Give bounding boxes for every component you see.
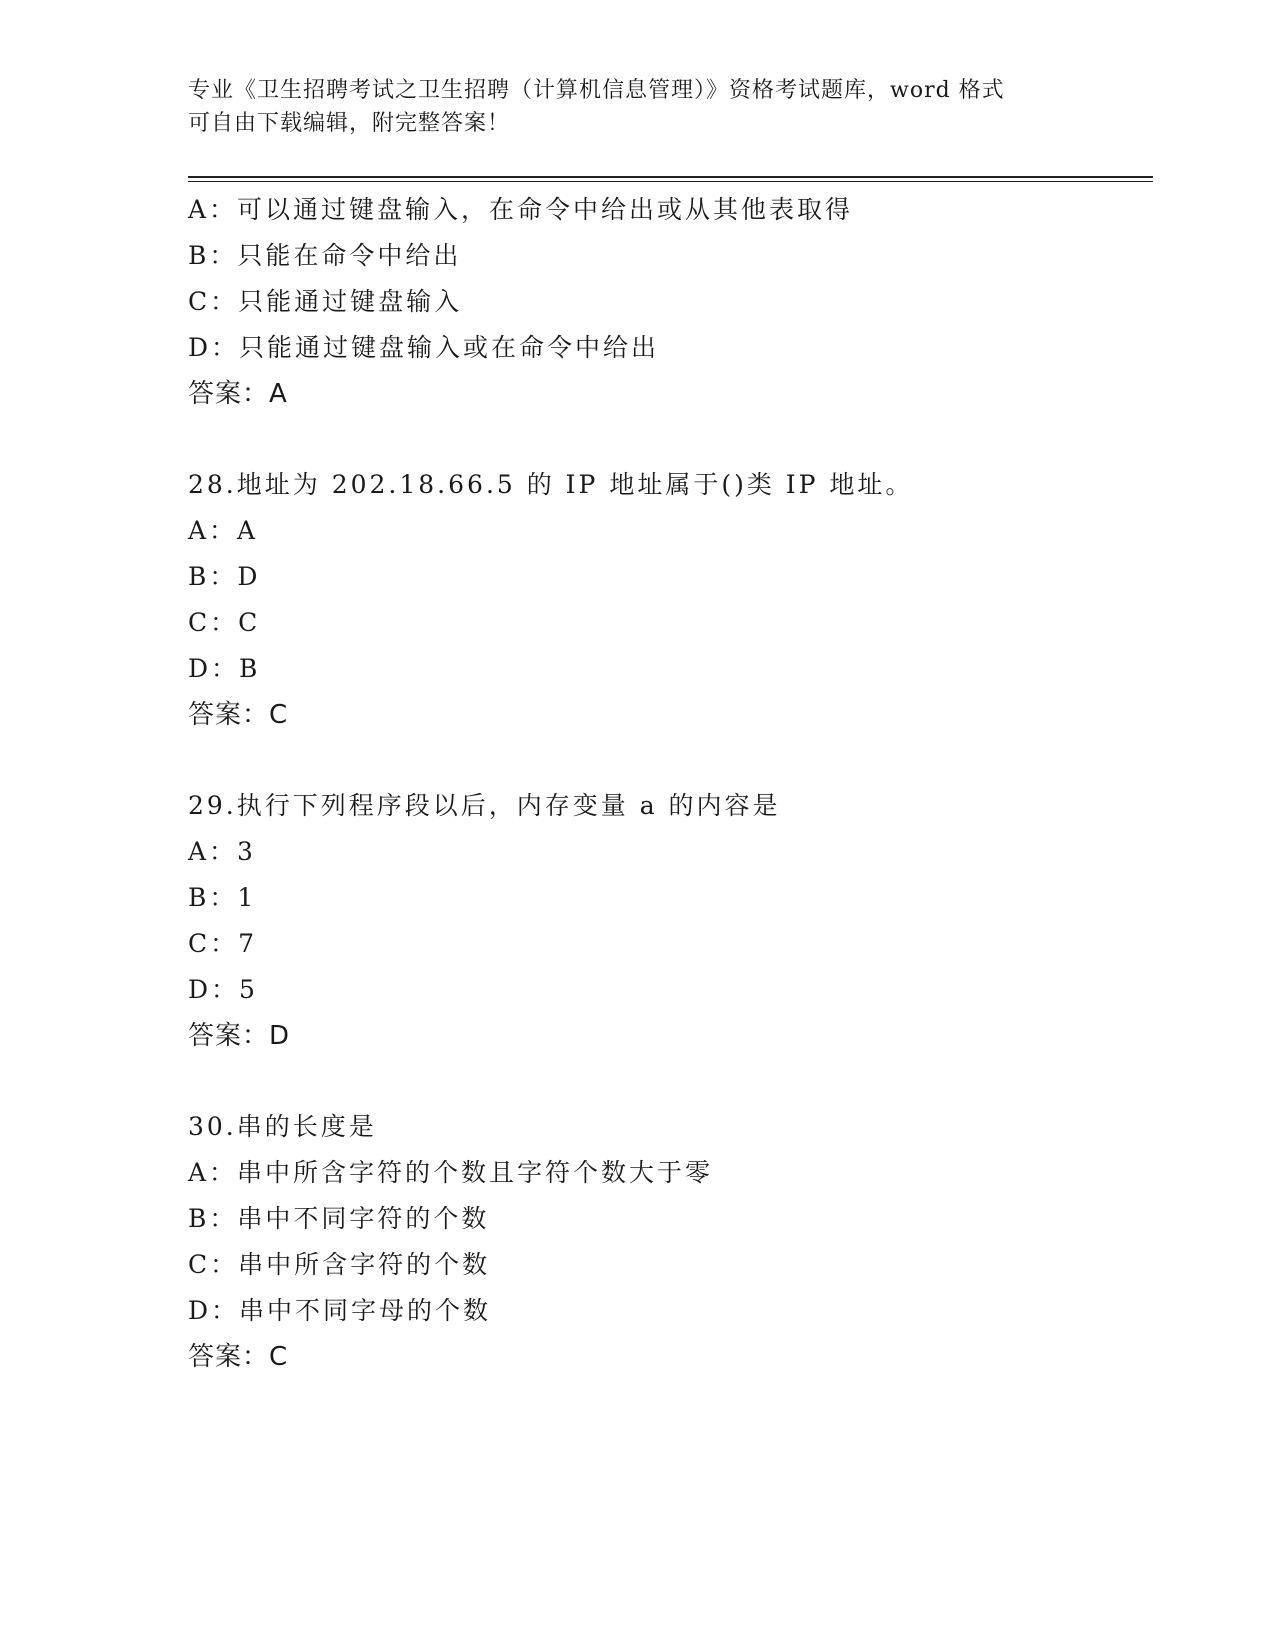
option-a: A：3 <box>188 837 256 866</box>
option-a: A：可以通过键盘输入，在命令中给出或从其他表取得 <box>188 195 854 224</box>
question-block-29 <box>188 783 1148 1059</box>
question-stem: 29.执行下列程序段以后，内存变量 a 的内容是 <box>188 791 781 820</box>
question-spacer <box>188 417 1148 462</box>
header-line-2: 可自由下载编辑，附完整答案！ <box>188 111 511 136</box>
question-stem: 28.地址为 202.18.66.5 的 IP 地址属于()类 IP 地址。 <box>188 470 914 499</box>
option-a: A：A <box>188 516 259 545</box>
option-d: D：串中不同字母的个数 <box>188 1296 492 1325</box>
answer-line: 答案：A <box>188 379 288 409</box>
option-d: D：只能通过键盘输入或在命令中给出 <box>188 333 660 362</box>
answer-line: 答案：C <box>188 1342 289 1372</box>
option-d: D：5 <box>188 975 258 1004</box>
question-spacer <box>188 1059 1148 1104</box>
option-c: C：7 <box>188 929 258 958</box>
question-block-30 <box>188 1104 1148 1380</box>
option-b: B：1 <box>188 883 257 912</box>
option-a: A：串中所含字符的个数且字符个数大于零 <box>188 1158 714 1187</box>
option-c: C：C <box>188 608 261 637</box>
option-b: B：D <box>188 562 261 591</box>
question-block-28 <box>188 462 1148 738</box>
header-divider-thin <box>188 181 1153 182</box>
option-b: B：只能在命令中给出 <box>188 241 462 270</box>
option-c: C：只能通过键盘输入 <box>188 287 463 316</box>
answer-line: 答案：C <box>188 700 289 730</box>
answer-line: 答案：D <box>188 1021 291 1051</box>
option-d: D：B <box>188 654 261 683</box>
option-b: B：串中不同字符的个数 <box>188 1204 490 1233</box>
header-line-1: 专业《卫生招聘考试之卫生招聘（计算机信息管理）》资格考试题库，word 格式 <box>188 78 1005 103</box>
question-block-27 <box>188 187 1148 417</box>
document-header <box>188 74 1088 140</box>
question-spacer <box>188 738 1148 783</box>
question-list <box>188 187 1148 1380</box>
question-stem: 30.串的长度是 <box>188 1112 377 1141</box>
option-c: C：串中所含字符的个数 <box>188 1250 491 1279</box>
header-divider-thick <box>188 176 1153 178</box>
